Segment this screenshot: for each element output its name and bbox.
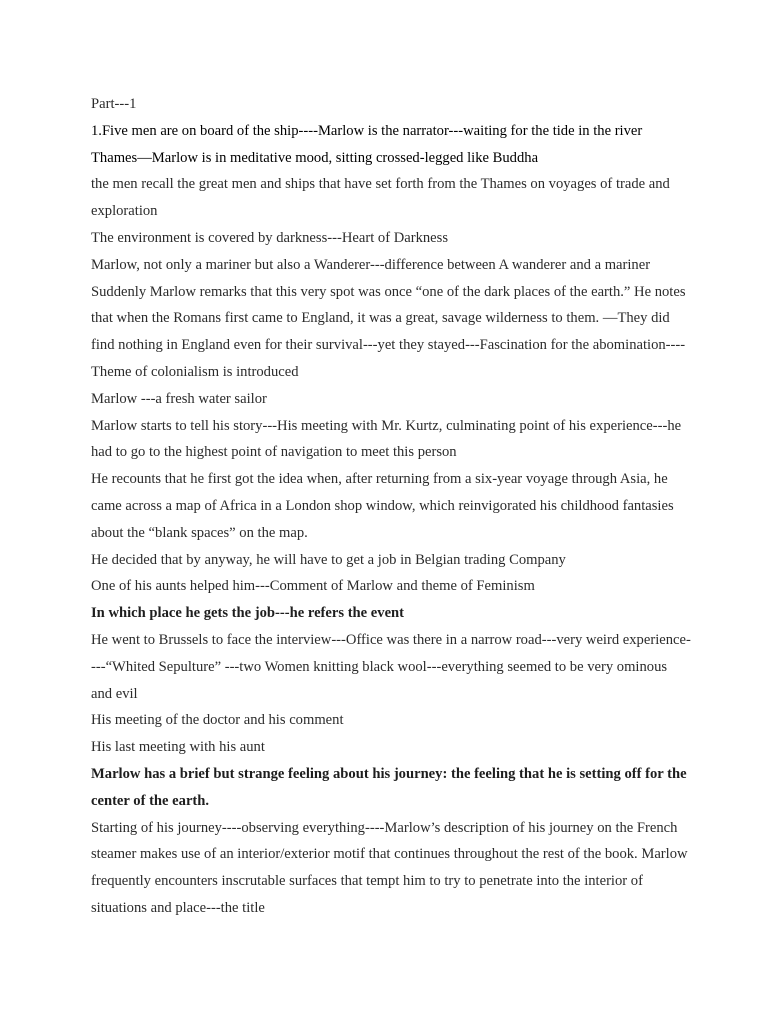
paragraph: the men recall the great men and ships that have set forth from the Thames on voyages of trade and exploration [91, 176, 670, 220]
paragraph: Marlow starts to tell his story---His meeting with Mr. Kurtz, culminating point of his experience---he had to go to the highest point of navigation to meet this person [91, 417, 682, 461]
paragraph: Marlow ---a fresh water sailor [91, 390, 267, 407]
document-heading: Part---1 [91, 96, 137, 112]
paragraph: He decided that by anyway, he will have to get a job in Belgian trading Company [91, 551, 566, 568]
paragraph: His meeting of the doctor and his comment [91, 712, 344, 729]
paragraph: The environment is covered by darkness---Heart of Darkness [91, 229, 449, 246]
bold-paragraph: Marlow has a brief but strange feeling about his journey: the feeling that he is setting off for the center of the earth. [91, 765, 687, 809]
bold-paragraph: In which place he gets the job---he refers the event [91, 605, 405, 622]
paragraph: One of his aunts helped him---Comment of Marlow and theme of Feminism [91, 578, 535, 595]
paragraph: Suddenly Marlow remarks that this very spot was once “one of the dark places of the earth.” He notes that when the Romans first came to England, it was a great, savage wilderness to them. —They did find nothing in England even for their survival---yet they stayed---Fascination for the abomination----Theme of colonialism is introduced [91, 283, 686, 380]
paragraph: Starting of his journey----observing everything----Marlow’s description of his journey on the French steamer makes use of an interior/exterior motif that continues throughout the rest of the book. Marlow frequently encounters inscrutable surfaces that tempt him to try to penetrate into the interior of situations and place---the title [91, 819, 688, 916]
paragraph: He recounts that he first got the idea when, after returning from a six-year voyage through Asia, he came across a map of Africa in a London shop window, which reinvigorated his childhood fantasies about the “blank spaces” on the map. [91, 471, 674, 541]
paragraph: Marlow, not only a mariner but also a Wanderer---difference between A wanderer and a mariner [91, 256, 651, 273]
document-page [91, 91, 691, 922]
paragraph: His last meeting with his aunt [91, 739, 265, 756]
paragraph: He went to Brussels to face the interview---Office was there in a narrow road---very weird experience----“Whited Sepulture” ---two Women knitting black wool---everything seemed to be very ominous and evil [91, 631, 691, 702]
paragraph: 1.Five men are on board of the ship----Marlow is the narrator---waiting for the tide in the river Thames—Marlow is in meditative mood, sitting crossed-legged like Buddha [91, 122, 643, 166]
